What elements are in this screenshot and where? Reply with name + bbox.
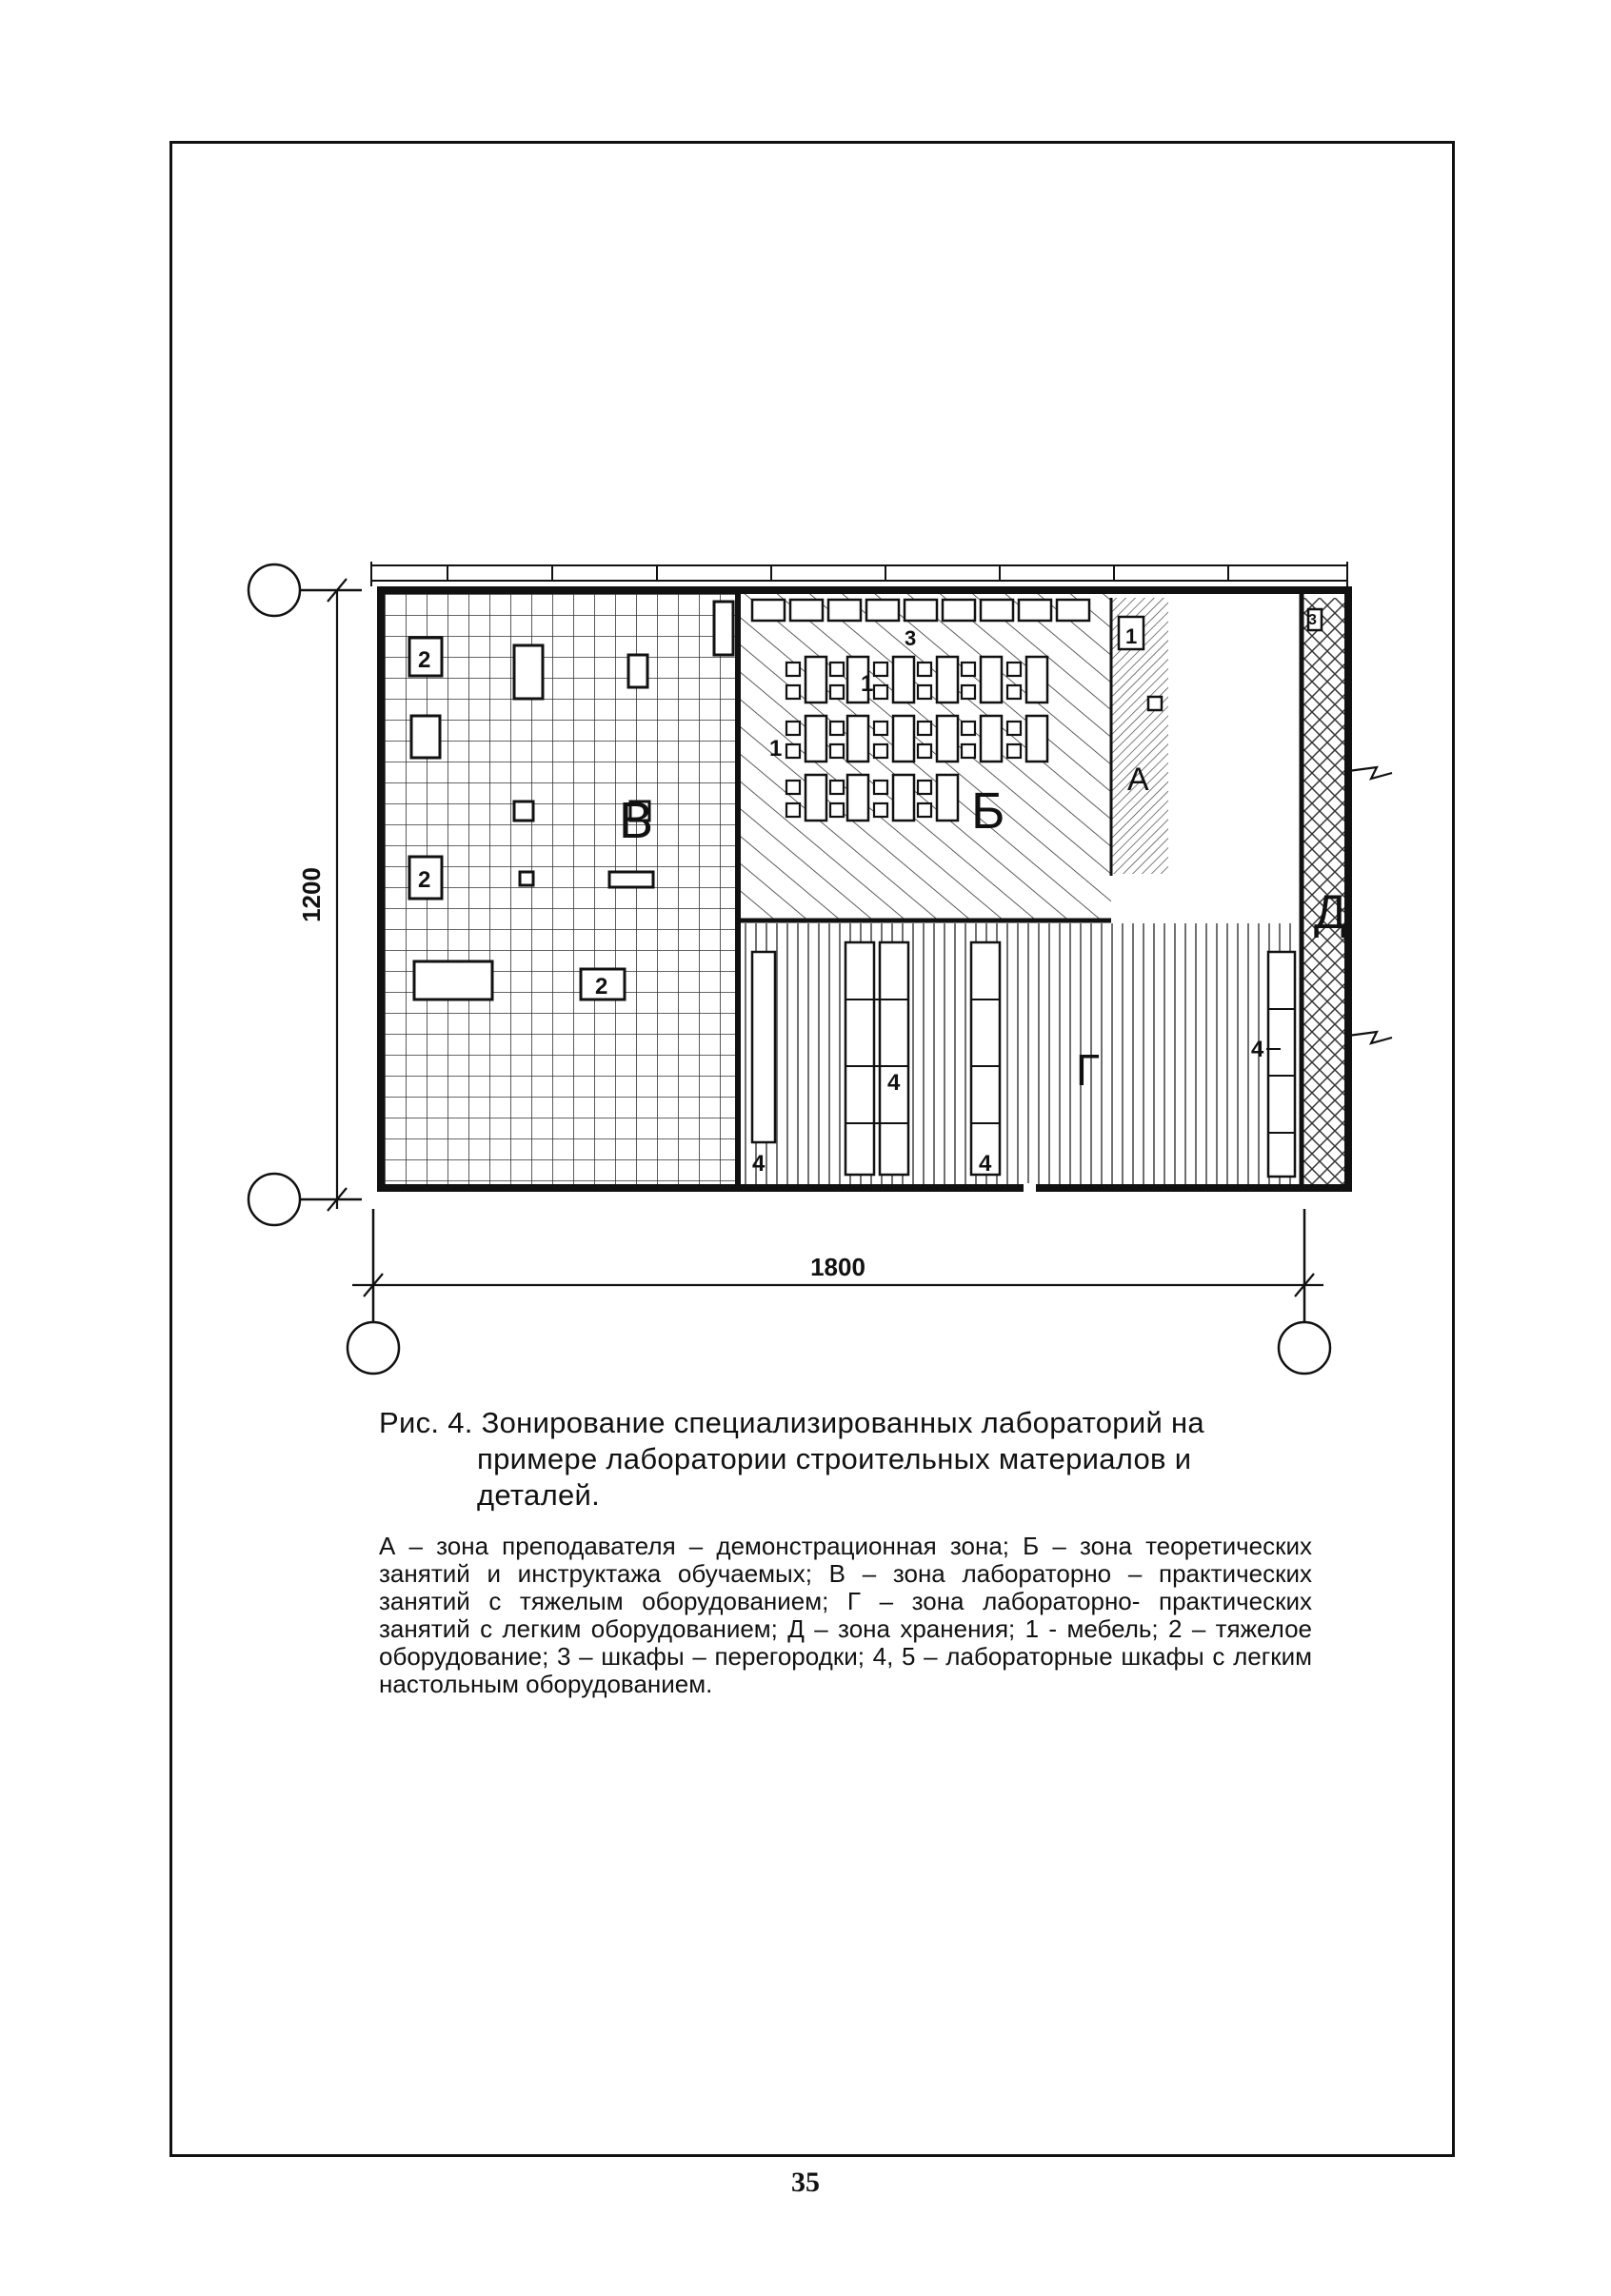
dimension-width-label: 1800 (810, 1253, 865, 1281)
figure-legend: А – зона преподавателя – демонстрационная зона; Б – зона теоретических занятий и инструктажа обучаемых; В – зона лабораторно – практических занятий с тяжелым оборудованием; Г – зона лабораторно- практических занятий с легким оборудованием; Д – зона хранения; 1 - мебель; 2 – тяжелое оборудование; 3 – шкафы – перегородки; 4, 5 – лабораторные шкафы с легким настольным оборудованием. (379, 1532, 1312, 1698)
figure-caption (379, 1405, 1312, 1514)
zone-v-heavy-equipment-label-1: 2 (418, 647, 431, 673)
zone-v-label: В (619, 792, 654, 849)
break-marks (1348, 767, 1392, 1043)
zone-a-label: А (1127, 762, 1149, 798)
zone-g-area (738, 923, 1302, 1185)
zone-b-partition-label: 3 (905, 626, 917, 650)
zone-b-furniture-label-2: 1 (769, 736, 783, 762)
zone-g-label: Г (1076, 1045, 1100, 1095)
zone-g-cabinet-label-3: 4 (979, 1151, 992, 1177)
zone-b-top-benches (752, 600, 1089, 621)
window-strip (371, 562, 1347, 586)
zone-v-heavy-equipment-label-2: 2 (418, 867, 431, 893)
zone-d-label: Д (1314, 885, 1346, 939)
zone-b-furniture-label-1: 1 (861, 671, 874, 697)
dimension-height-label: 1200 (297, 867, 326, 922)
zone-a-partition-label: 3 (1308, 612, 1317, 628)
floor-plan-diagram (238, 552, 1428, 1390)
caption-continuation: примере лаборатории строительных материалов и деталей. (477, 1442, 1192, 1512)
caption-line1: Рис. 4. Зонирование специализированных лабораторий на (379, 1406, 1204, 1439)
zone-v-heavy-equipment-label-3: 2 (595, 974, 608, 1000)
zone-b-label: Б (971, 782, 1005, 840)
zone-g-cabinet-label-1: 4 (752, 1151, 766, 1177)
zone-g-cabinet-label-2: 4 (887, 1070, 901, 1096)
zone-a-furniture-label: 1 (1125, 624, 1138, 648)
page-number: 35 (791, 2167, 820, 2198)
zone-g-cabinet-label-4: 4 (1251, 1037, 1264, 1062)
